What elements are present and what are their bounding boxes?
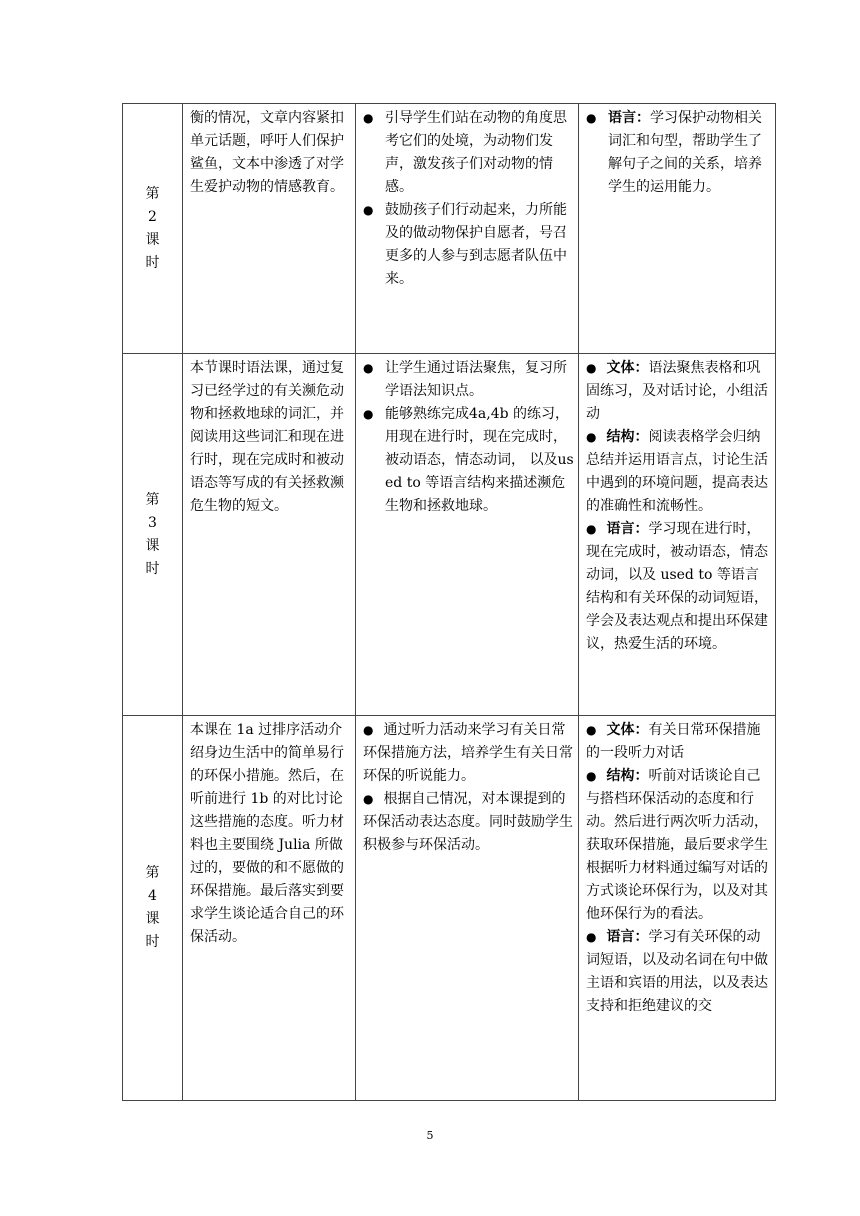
period-char: 课 bbox=[145, 231, 160, 248]
page-number: 5 bbox=[426, 1129, 434, 1142]
period-char: 时 bbox=[145, 934, 160, 950]
content-cell bbox=[183, 354, 356, 716]
goals-cell bbox=[356, 104, 579, 354]
attain-text: 学习保护动物相关词汇和句型，帮助学生了解句子之间的关系，培养学生的运用能力。 bbox=[608, 110, 762, 195]
period-cell bbox=[123, 716, 183, 1101]
attain-label: 语言： bbox=[608, 110, 650, 126]
goals-list bbox=[363, 357, 574, 518]
attain-label: 结构： bbox=[606, 429, 649, 445]
attain-label: 文体： bbox=[606, 722, 649, 738]
period-char: 第 bbox=[145, 185, 160, 202]
attain-text: 有关日常环保措施的一段听力对话 bbox=[586, 722, 761, 761]
attain-item bbox=[586, 719, 771, 765]
content-text: 本课在 1a 过排序活动介绍身边生活中的简单易行的环保小措施。然后，在听前进行 1b 的对比讨论这些措施的态度。听力材料也主要围绕 Julia 所做过的，要做的和不愿做的环保措施。最后落实到要求学生谈论适合自己的环保活动。 bbox=[190, 722, 344, 945]
attain-cell bbox=[579, 354, 776, 716]
goals-cell bbox=[356, 354, 579, 716]
period-char: 4 bbox=[148, 888, 157, 904]
period-char: 课 bbox=[145, 537, 160, 554]
period-cell bbox=[123, 354, 183, 716]
goal-item: ● 根据自己情况，对本课提到的环保活动表达态度。同时鼓励学生积极参与环保活动。 bbox=[363, 788, 574, 857]
goals-list bbox=[363, 719, 574, 857]
attain-list bbox=[586, 719, 771, 1018]
goal-item: ● 引导学生们站在动物的角度思考它们的处境，为动物们发声，激发孩子们对动物的情感。 bbox=[363, 107, 574, 199]
attain-label: 结构： bbox=[606, 768, 649, 784]
attain-text: 学习现在进行时，现在完成时，被动语态，情态动词，以及 used to 等语言结构和有关环保的动词短语，学会及表达观点和提出环保建议，热爱生活的环境。 bbox=[586, 521, 768, 652]
table-row bbox=[123, 716, 776, 1101]
attain-label: 语言： bbox=[606, 521, 649, 537]
attain-item bbox=[586, 765, 771, 926]
attain-list bbox=[586, 357, 771, 656]
attain-label: 语言： bbox=[606, 929, 649, 945]
attain-item bbox=[586, 518, 771, 656]
goals-list bbox=[363, 107, 574, 291]
content-cell bbox=[183, 104, 356, 354]
period-char: 第 bbox=[145, 865, 160, 881]
period-char: 3 bbox=[148, 514, 157, 531]
attain-item bbox=[586, 107, 771, 199]
goal-item: ● 通过听力活动来学习有关日常环保措施方法，培养学生有关日常环保的听说能力。 bbox=[363, 719, 574, 788]
attain-cell bbox=[579, 716, 776, 1101]
period-char: 时 bbox=[145, 560, 160, 577]
goal-item: ● 鼓励孩子们行动起来，力所能及的做动物保护自愿者，号召更多的人参与到志愿者队伍中来。 bbox=[363, 199, 574, 291]
lesson-plan-table bbox=[122, 103, 776, 1101]
table-row bbox=[123, 354, 776, 716]
attain-item bbox=[586, 926, 771, 1018]
content-text: 本节课时语法课，通过复习已经学过的有关濒危动物和拯救地球的词汇，并阅读用这些词汇和现在进行时，现在完成时和被动语态等写成的有关拯救濒危生物的短文。 bbox=[190, 360, 344, 514]
goals-cell bbox=[356, 716, 579, 1101]
goal-item: ● 让学生通过语法聚焦，复习所学语法知识点。 bbox=[363, 357, 574, 403]
period-char: 课 bbox=[145, 911, 160, 927]
attain-label: 文体： bbox=[606, 360, 649, 376]
content-text: 衡的情况，文章内容紧扣单元话题，呼吁人们保护鲨鱼，文本中渗透了对学生爱护动物的情感教育。 bbox=[190, 110, 344, 195]
attain-text: 听前对话谈论自己与搭档环保活动的态度和行动。然后进行两次听力活动，获取环保措施，最后要求学生根据听力材料通过编写对话的方式谈论环保行为，以及对其他环保行为的看法。 bbox=[586, 768, 768, 922]
attain-item bbox=[586, 426, 771, 518]
goal-item: ● 能够熟练完成4a,4b 的练习，用现在进行时，现在完成时，被动语态，情态动词， 以及used to 等语言结构来描述濒危生物和拯救地球。 bbox=[363, 403, 574, 518]
content-cell bbox=[183, 716, 356, 1101]
attain-list bbox=[586, 107, 771, 199]
period-char: 2 bbox=[148, 208, 157, 225]
attain-text: 语法聚焦表格和巩固练习，及对话讨论，小组活动 bbox=[586, 360, 768, 422]
table-row bbox=[123, 104, 776, 354]
attain-cell bbox=[579, 104, 776, 354]
attain-text: 学习有关环保的动词短语，以及动名词在句中做主语和宾语的用法，以及表达支持和拒绝建议的交 bbox=[586, 929, 768, 1014]
attain-item bbox=[586, 357, 771, 426]
period-char: 第 bbox=[145, 491, 160, 508]
period-char: 时 bbox=[145, 254, 160, 271]
period-cell bbox=[123, 104, 183, 354]
attain-text: 阅读表格学会归纳总结并运用语言点，讨论生活中遇到的环境问题，提高表达的准确性和流畅性。 bbox=[586, 429, 768, 514]
